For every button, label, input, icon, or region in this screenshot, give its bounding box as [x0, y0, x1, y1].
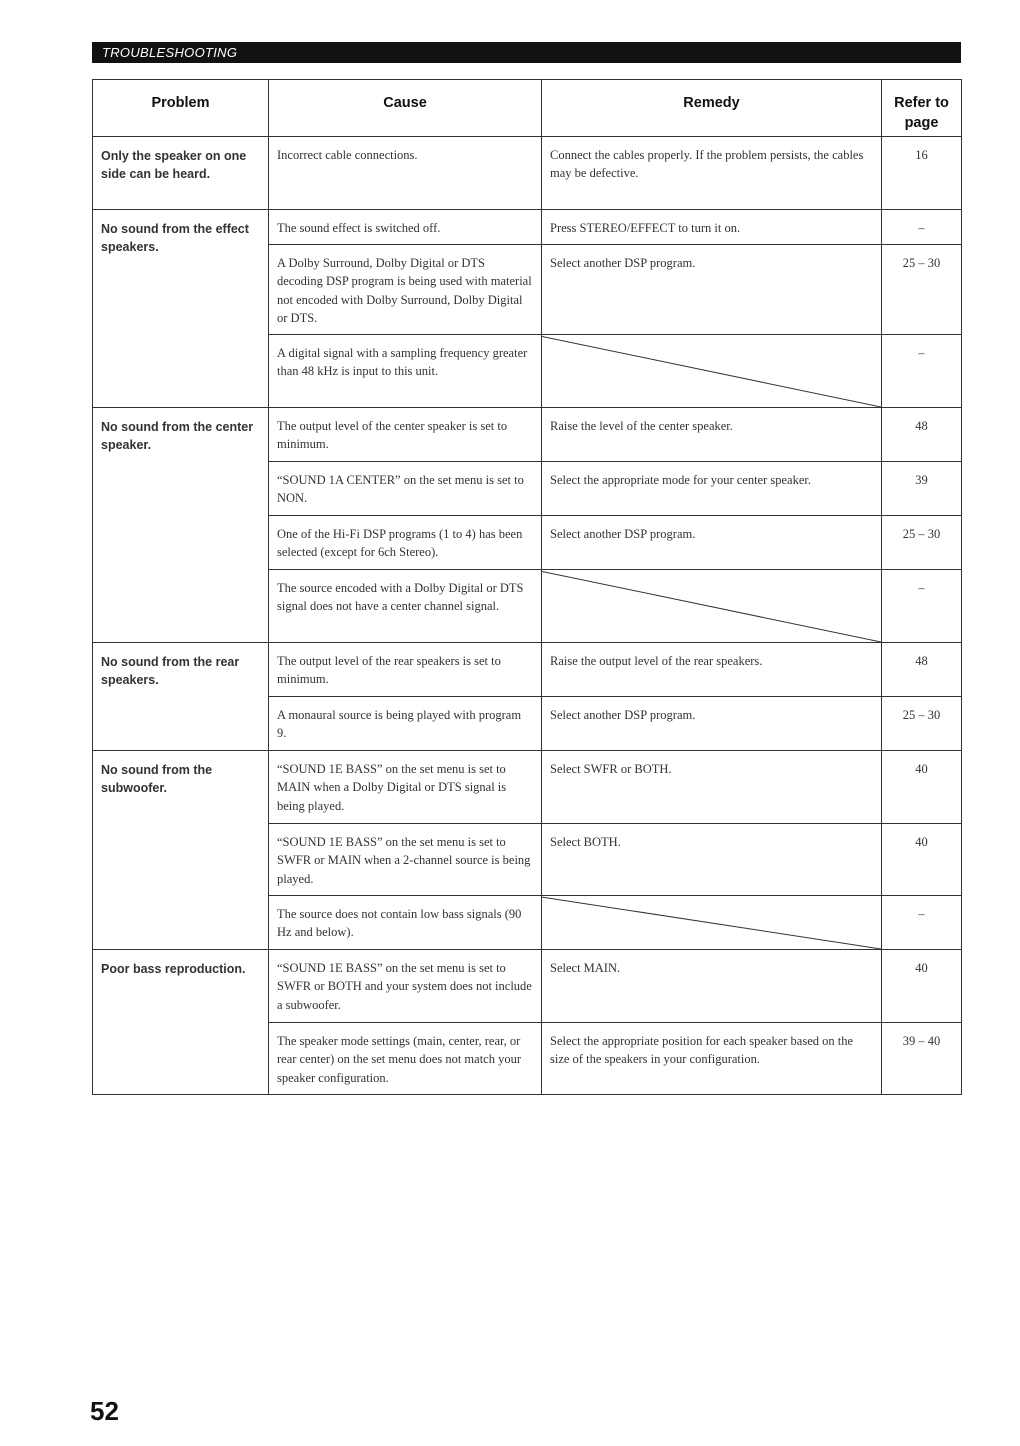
page-text: 48 [915, 654, 928, 668]
cause-text: A digital signal with a sampling frequency greater than 48 kHz is input to this unit. [277, 346, 528, 379]
remedy-cell [542, 335, 882, 408]
refer-page-cell [882, 751, 962, 824]
page-text: 16 [915, 148, 928, 162]
page-text: 48 [915, 419, 928, 433]
cause-text: The speaker mode settings (main, center, rear, or rear center) on the set menu does not match your speaker configuration. [277, 1034, 522, 1085]
cause-cell [269, 210, 542, 245]
header-remedy: Remedy [542, 80, 882, 137]
cause-cell [269, 697, 542, 751]
remedy-cell [542, 824, 882, 896]
cause-cell [269, 408, 542, 462]
cause-cell [269, 896, 542, 950]
cause-text: The source does not contain low bass signals (90 Hz and below). [277, 907, 522, 940]
page-text: – [918, 581, 925, 595]
header-problem: Problem [93, 80, 269, 137]
cause-text: “SOUND 1E BASS” on the set menu is set to SWFR or MAIN when a 2-channel source is being played. [277, 835, 531, 886]
cause-cell [269, 137, 542, 210]
problem-cell: No sound from the subwoofer. [93, 751, 269, 950]
page-text: 40 [915, 835, 928, 849]
refer-page-cell [882, 335, 962, 408]
cause-cell [269, 335, 542, 408]
cause-cell [269, 643, 542, 697]
refer-page-cell [882, 697, 962, 751]
refer-page-cell [882, 824, 962, 896]
page-number: 52 [90, 1396, 119, 1426]
problem-cell: No sound from the center speaker. [93, 408, 269, 643]
table-row [93, 643, 962, 697]
cause-cell [269, 824, 542, 896]
remedy-text: Connect the cables properly. If the problem persists, the cables may be defective. [550, 148, 864, 181]
refer-page-cell [882, 137, 962, 210]
troubleshooting-table [92, 79, 962, 1095]
cause-cell [269, 516, 542, 570]
remedy-cell [542, 462, 882, 516]
remedy-cell [542, 516, 882, 570]
refer-page-cell [882, 643, 962, 697]
remedy-text: Select another DSP program. [550, 256, 696, 270]
remedy-cell [542, 751, 882, 824]
remedy-text: Select BOTH. [550, 835, 621, 849]
not-applicable-slash [542, 896, 881, 949]
cause-text: The output level of the center speaker is set to minimum. [277, 419, 508, 452]
page-text: – [918, 907, 925, 921]
remedy-text: Select MAIN. [550, 961, 621, 975]
page-text: 39 – 40 [902, 1034, 941, 1048]
refer-page-cell [882, 516, 962, 570]
refer-page-cell [882, 210, 962, 245]
page-text: – [918, 221, 925, 235]
table-row [93, 137, 962, 210]
remedy-text: Raise the level of the center speaker. [550, 419, 733, 433]
cause-cell [269, 1023, 542, 1095]
refer-page-cell [882, 950, 962, 1023]
cause-text: One of the Hi-Fi DSP programs (1 to 4) has been selected (except for 6ch Stereo). [277, 527, 523, 560]
remedy-text: Press STEREO/EFFECT to turn it on. [550, 221, 741, 235]
refer-page-cell [882, 896, 962, 950]
refer-page-cell [882, 1023, 962, 1095]
cause-text: The source encoded with a Dolby Digital or DTS signal does not have a center channel signal. [277, 581, 524, 614]
cause-text: The output level of the rear speakers is set to minimum. [277, 654, 501, 687]
cause-text: “SOUND 1E BASS” on the set menu is set to SWFR or BOTH and your system does not include a subwoofer. [277, 961, 532, 1012]
cause-cell [269, 751, 542, 824]
section-title: TROUBLESHOOTING [102, 45, 238, 60]
cause-text: Incorrect cable connections. [277, 148, 418, 162]
remedy-text: Select another DSP program. [550, 708, 696, 722]
remedy-cell [542, 245, 882, 335]
page-text: 40 [915, 762, 928, 776]
page-text: – [918, 346, 925, 360]
cause-text: “SOUND 1E BASS” on the set menu is set to MAIN when a Dolby Digital or DTS signal is being played. [277, 762, 507, 813]
table-body [93, 137, 962, 1095]
cause-cell [269, 245, 542, 335]
remedy-text: Select the appropriate mode for your center speaker. [550, 473, 811, 487]
page-text: 40 [915, 961, 928, 975]
remedy-cell [542, 408, 882, 462]
cause-text: A monaural source is being played with program 9. [277, 708, 522, 741]
header-cause: Cause [269, 80, 542, 137]
remedy-cell [542, 137, 882, 210]
page-text: 25 – 30 [902, 256, 941, 270]
remedy-cell [542, 1023, 882, 1095]
cause-cell [269, 570, 542, 643]
section-header-bar [92, 42, 961, 63]
problem-cell: Poor bass reproduction. [93, 950, 269, 1095]
remedy-cell [542, 697, 882, 751]
problem-cell: No sound from the effect speakers. [93, 210, 269, 408]
refer-page-cell [882, 570, 962, 643]
remedy-cell [542, 570, 882, 643]
refer-page-cell [882, 408, 962, 462]
problem-cell: Only the speaker on one side can be heard. [93, 137, 269, 210]
cause-cell [269, 462, 542, 516]
refer-page-cell [882, 245, 962, 335]
remedy-cell [542, 643, 882, 697]
not-applicable-slash [542, 335, 881, 407]
remedy-text: Select the appropriate position for each speaker based on the size of the speakers in your configuration. [550, 1034, 854, 1067]
table-row [93, 408, 962, 462]
cause-text: The sound effect is switched off. [277, 221, 441, 235]
remedy-text: Raise the output level of the rear speakers. [550, 654, 763, 668]
refer-page-cell [882, 462, 962, 516]
page-text: 39 [915, 473, 928, 487]
remedy-text: Select SWFR or BOTH. [550, 762, 672, 776]
header-refer-page: Refer to page [882, 80, 962, 137]
remedy-cell [542, 210, 882, 245]
page-text: 25 – 30 [902, 708, 941, 722]
table-row [93, 751, 962, 824]
table-row [93, 210, 962, 245]
page-text: 25 – 30 [902, 527, 941, 541]
cause-cell [269, 950, 542, 1023]
table-header-row [93, 80, 962, 137]
cause-text: “SOUND 1A CENTER” on the set menu is set to NON. [277, 473, 524, 506]
remedy-text: Select another DSP program. [550, 527, 696, 541]
cause-text: A Dolby Surround, Dolby Digital or DTS decoding DSP program is being used with material not encoded with Dolby Surround, Dolby Digital or DTS. [277, 256, 532, 325]
table-row [93, 950, 962, 1023]
remedy-cell [542, 896, 882, 950]
problem-cell: No sound from the rear speakers. [93, 643, 269, 751]
not-applicable-slash [542, 570, 881, 642]
remedy-cell [542, 950, 882, 1023]
